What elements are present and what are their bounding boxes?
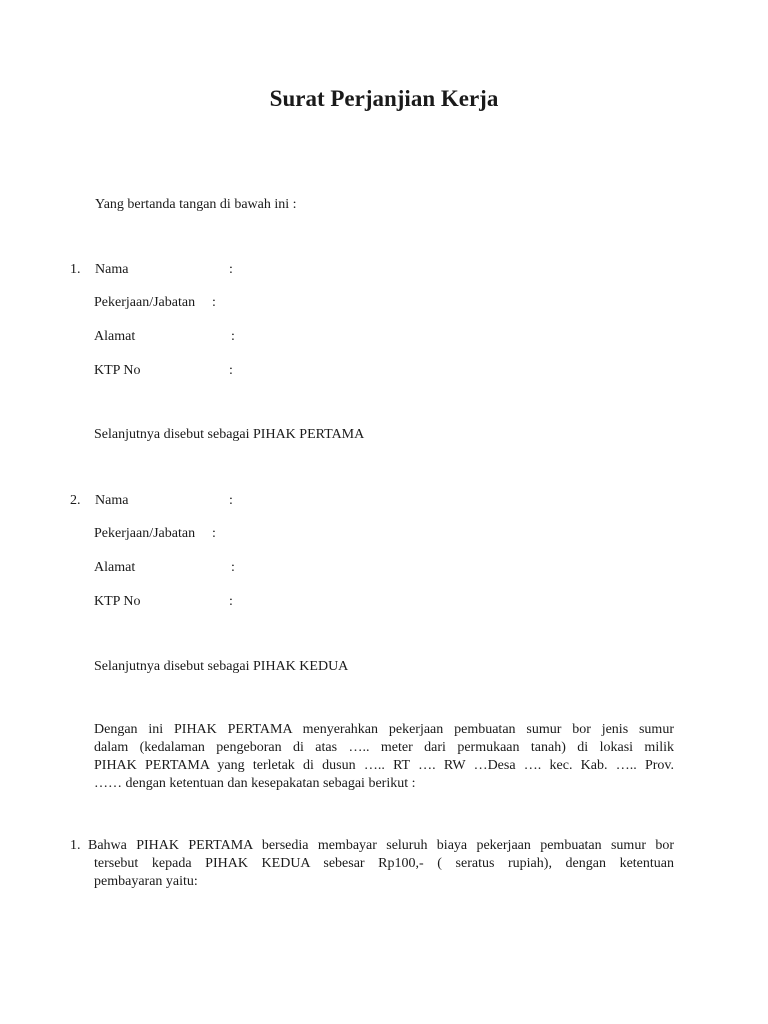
party1-address-label: Alamat — [94, 329, 136, 344]
term-line: Bahwa PIHAK PERTAMA bersedia membayar seluruh biaya pekerjaan pembuatan sumur bor — [88, 838, 674, 853]
paragraph-line: Dengan ini PIHAK PERTAMA menyerahkan pekerjaan pembuatan sumur bor jenis sumur — [94, 722, 674, 737]
party2-ktp-colon: : — [229, 594, 233, 609]
agreement-paragraph — [94, 721, 674, 793]
party1-number: 1. — [70, 262, 81, 277]
document-title: Surat Perjanjian Kerja — [269, 86, 499, 111]
party1-name-colon: : — [229, 262, 233, 277]
paragraph-line: …… dengan ketentuan dan kesepakatan sebagai berikut : — [94, 776, 416, 791]
party1-job-colon: : — [212, 295, 216, 310]
party2-name-label: Nama — [95, 493, 129, 508]
party1-address-colon: : — [231, 329, 235, 344]
paragraph-line: dalam (kedalaman pengeboran di atas ….. meter dari permukaan tanah) di lokasi milik — [94, 740, 674, 755]
term-line: tersebut kepada PIHAK KEDUA sebesar Rp100,- ( seratus rupiah), dengan ketentuan — [94, 856, 674, 871]
party2-address-label: Alamat — [94, 560, 136, 575]
party1-job-label: Pekerjaan/Jabatan — [94, 295, 196, 310]
party2-job-label: Pekerjaan/Jabatan — [94, 526, 196, 541]
party1-ktp-label: KTP No — [94, 363, 141, 378]
term-line: pembayaran yaitu: — [94, 874, 198, 889]
term1-number: 1. — [70, 838, 81, 853]
intro-text: Yang bertanda tangan di bawah ini : — [95, 197, 297, 212]
party1-name-label: Nama — [95, 262, 129, 277]
party2-designation: Selanjutnya disebut sebagai PIHAK KEDUA — [94, 659, 349, 674]
party1-designation: Selanjutnya disebut sebagai PIHAK PERTAMA — [94, 427, 365, 442]
paragraph-line: PIHAK PERTAMA yang terletak di dusun ….. RT …. RW …Desa …. kec. Kab. ….. Prov. — [94, 758, 674, 773]
party2-ktp-label: KTP No — [94, 594, 141, 609]
term1-text — [88, 837, 674, 891]
party2-address-colon: : — [231, 560, 235, 575]
party2-number: 2. — [70, 493, 81, 508]
party1-ktp-colon: : — [229, 363, 233, 378]
party2-job-colon: : — [212, 526, 216, 541]
party2-name-colon: : — [229, 493, 233, 508]
